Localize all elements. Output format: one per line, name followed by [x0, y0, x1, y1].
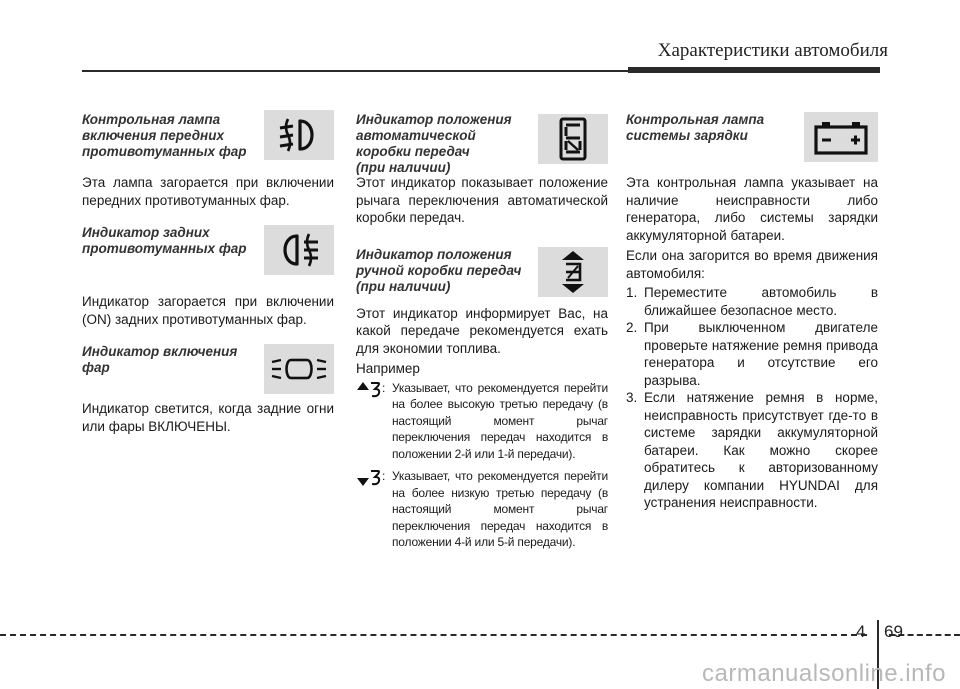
- headlight-entry: [82, 344, 334, 435]
- charging-steps: [626, 284, 878, 512]
- rear-fog-light-icon: [264, 225, 334, 275]
- front-fog-light-icon: [264, 110, 334, 160]
- example-down-colon: :: [382, 469, 386, 483]
- charging-title: Контрольная лампа системы зарядки: [626, 112, 765, 143]
- list-item: 3. Если натяжение ремня в норме, неисправность присутствует где-то в системе зарядки аккумуляторной батареи. Как можно скорее обратитесь к авторизованному дилеру компании HYUNDAI для устранения неисправности.: [626, 390, 878, 510]
- rear-fog-title: Индикатор задних противотуманных фар: [82, 225, 247, 256]
- list-item: 2. При выключенном двигателе проверьте натяжение ремня привода генератора и отсутствие его разрыва.: [626, 320, 878, 388]
- example-up-colon: :: [382, 380, 386, 395]
- gear-position-display-icon: [538, 114, 608, 164]
- front-fog-entry: [82, 112, 334, 209]
- battery-icon: [804, 112, 878, 162]
- front-fog-text: Эта лампа загорается при включении передних противотуманных фар.: [82, 175, 334, 208]
- example-up-text: Указывает, что рекомендуется перейти на более высокую третью передачу (в настоящий момент рычаг переключения передач находится в положении 2-й или 1-й передачи).: [392, 380, 608, 461]
- example-down-row: [356, 468, 608, 551]
- chapter-number: 4: [856, 622, 866, 641]
- upshift-arrow-icon: [356, 380, 382, 463]
- headlight-title: Индикатор включения фар: [82, 344, 238, 375]
- manual-gear-entry: [356, 247, 608, 551]
- auto-gear-entry: [356, 112, 608, 227]
- example-label: Например: [356, 361, 420, 376]
- headlight-text: Индикатор светится, когда задние огни или фары ВКЛЮЧЕНЫ.: [82, 401, 334, 434]
- rear-fog-text: Индикатор загорается при включении (ON) задних противотуманных фар.: [82, 294, 334, 327]
- example-up-row: [356, 380, 608, 463]
- headlight-icon: [264, 344, 334, 394]
- column-middle: [356, 112, 608, 551]
- manual-gear-text: Этот индикатор информирует Вас, на какой передаче рекомендуется ехать для экономии топлива.: [356, 305, 608, 356]
- column-left: [82, 112, 334, 435]
- downshift-arrow-icon: [356, 468, 382, 551]
- watermark-text: carmanualsonline.info: [702, 660, 946, 687]
- header-tab-bar: [628, 67, 880, 73]
- manual-gear-title: Индикатор положения ручной коробки передач (при наличии): [356, 246, 522, 294]
- charging-text: Эта контрольная лампа указывает на наличие неисправности либо генератора, либо системы зарядки аккумуляторной батареи.: [626, 175, 878, 243]
- rear-fog-entry: [82, 225, 334, 328]
- charging-entry: [626, 112, 878, 512]
- auto-gear-text: Этот индикатор показывает положение рычага переключения автоматической коробки передач.: [356, 175, 608, 225]
- footer-rule-left: [0, 634, 867, 636]
- list-item: 1. Переместите автомобиль в ближайшее безопасное место.: [626, 285, 878, 318]
- column-right: [626, 112, 878, 512]
- shift-indicator-icon: [538, 247, 608, 297]
- charging-text-2: Если она загорится во время движения автомобиля:: [626, 248, 878, 281]
- auto-gear-title: Индикатор положения автоматической коробки передач (при наличии): [356, 112, 512, 175]
- page-number: 69: [884, 622, 903, 641]
- front-fog-title: Контрольная лампа включения передних противотуманных фар: [82, 112, 247, 159]
- example-down-text: Указывает, что рекомендуется перейти на более низкую третью передачу (в настоящий момент рычаг переключения передач находится в положении 4-й или 5-й передачи).: [392, 469, 608, 549]
- page-header-title: Характеристики автомобиля: [657, 40, 888, 61]
